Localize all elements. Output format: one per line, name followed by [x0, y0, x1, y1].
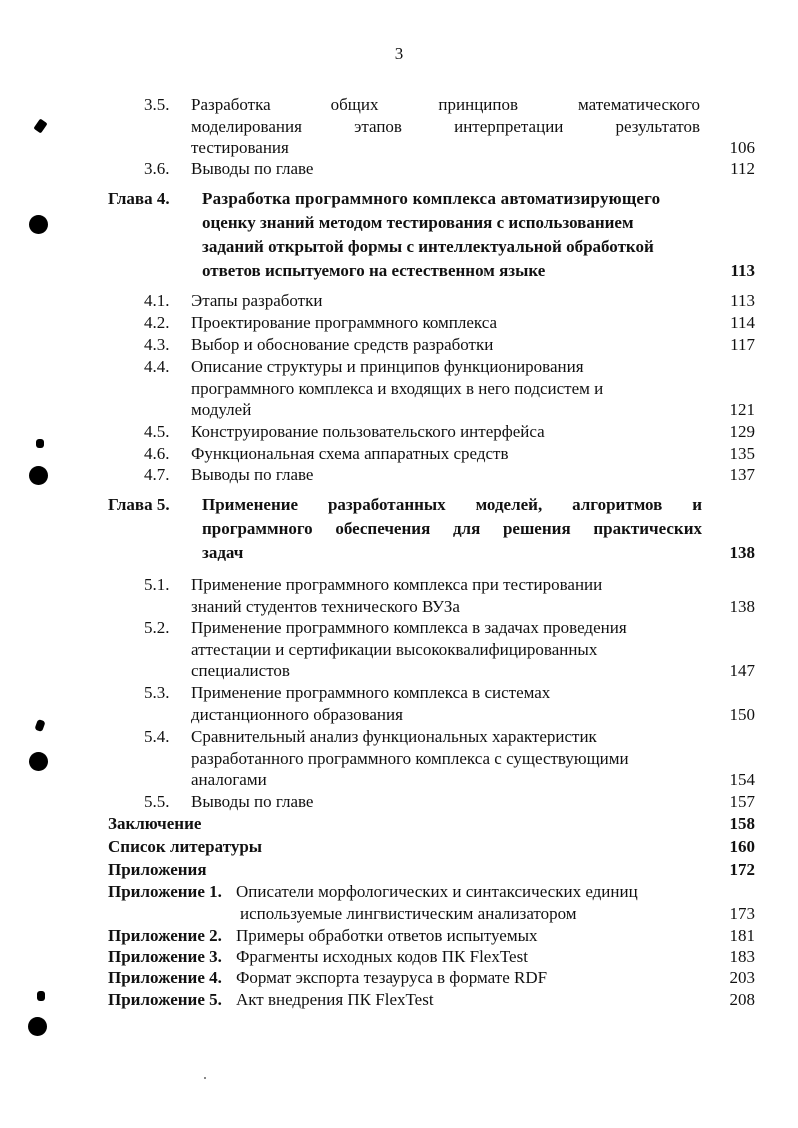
toc-entry-number: 3.6.	[144, 159, 170, 178]
toc-appendix-title: используемые лингвистическим анализатором	[240, 904, 577, 923]
toc-section-label: Заключение	[108, 814, 202, 833]
toc-page-number: 117	[730, 335, 755, 354]
toc-chapter-title: программного обеспечения для решения практических	[202, 519, 702, 538]
toc-page-number: 158	[729, 814, 755, 833]
toc-page-number: 138	[729, 597, 755, 616]
scan-speck	[37, 991, 45, 1001]
toc-page-number: 154	[729, 770, 755, 789]
toc-entry-title: Сравнительный анализ функциональных характеристик	[191, 727, 597, 746]
toc-page-number: 183	[729, 947, 755, 966]
toc-page-number: 208	[729, 990, 755, 1009]
toc-appendix-title: Формат экспорта тезауруса в формате RDF	[236, 968, 548, 987]
toc-chapter-title: задач	[202, 543, 244, 562]
toc-entry-title: Разработка общих принципов математического	[191, 95, 700, 114]
toc-entry-title: Проектирование программного комплекса	[191, 313, 498, 332]
toc-page-number: 112	[730, 159, 755, 178]
toc-chapter-label: Глава 5.	[108, 495, 170, 514]
punch-hole	[29, 466, 48, 485]
toc-chapter-label: Глава 4.	[108, 189, 170, 208]
toc-entry-title: Описание структуры и принципов функционирования	[191, 357, 584, 376]
toc-entry-title: Выводы по главе	[191, 159, 314, 178]
scan-speck	[33, 119, 47, 134]
toc-entry-number: 4.1.	[144, 291, 170, 310]
toc-page-number: 157	[729, 792, 755, 811]
scan-speck	[36, 439, 44, 448]
toc-entry-title: Выводы по главе	[191, 465, 314, 484]
toc-chapter-title: Применение разработанных моделей, алгоритмов и	[202, 495, 702, 514]
toc-appendix-title: Примеры обработки ответов испытуемых	[236, 926, 538, 945]
toc-entry-number: 3.5.	[144, 95, 170, 114]
toc-entry-title: дистанционного образования	[191, 705, 403, 724]
toc-appendix-title: Фрагменты исходных кодов ПК FlexTest	[236, 947, 528, 966]
toc-chapter-title: оценку знаний методом тестирования с использованием	[202, 213, 634, 232]
toc-entry-number: 5.3.	[144, 683, 170, 702]
toc-page-number: 203	[729, 968, 755, 987]
scan-speck	[204, 1077, 206, 1079]
scan-speck	[34, 719, 45, 732]
toc-entry-title: Выводы по главе	[191, 792, 314, 811]
toc-entry-number: 4.5.	[144, 422, 170, 441]
toc-entry-number: 5.5.	[144, 792, 170, 811]
toc-page-number: 137	[729, 465, 755, 484]
toc-entry-title: Применение программного комплекса в задачах проведения	[191, 618, 627, 637]
toc-appendix-label: Приложение 3.	[108, 947, 222, 966]
toc-entry-title: моделирования этапов интерпретации результатов	[191, 117, 700, 136]
toc-entry-title: Применение программного комплекса при тестировании	[191, 575, 603, 594]
punch-hole	[28, 1017, 47, 1036]
toc-entry-title: тестирования	[191, 138, 289, 157]
toc-entry-number: 4.2.	[144, 313, 170, 332]
toc-page-number: 181	[729, 926, 755, 945]
toc-entry-number: 4.6.	[144, 444, 170, 463]
toc-page-number: 121	[729, 400, 755, 419]
page-number: 3	[394, 44, 404, 63]
toc-page-number: 160	[729, 837, 755, 856]
toc-section-label: Приложения	[108, 860, 207, 879]
toc-entry-title: специалистов	[191, 661, 290, 680]
toc-page-number: 147	[729, 661, 755, 680]
toc-chapter-title: заданий открытой формы с интеллектуальной обработкой	[202, 237, 654, 256]
toc-entry-title: Функциональная схема аппаратных средств	[191, 444, 509, 463]
toc-page-number: 114	[730, 313, 755, 332]
toc-page-number: 172	[729, 860, 755, 879]
toc-chapter-title: ответов испытуемого на естественном языке	[202, 261, 546, 280]
toc-page-number: 113	[730, 261, 755, 280]
toc-entry-number: 5.1.	[144, 575, 170, 594]
toc-entry-title: разработанного программного комплекса с существующими	[191, 749, 629, 768]
toc-page-number: 113	[730, 291, 755, 310]
toc-appendix-title: Акт внедрения ПК FlexTest	[236, 990, 434, 1009]
toc-section-label: Список литературы	[108, 837, 263, 856]
toc-appendix-label: Приложение 1.	[108, 882, 222, 901]
toc-appendix-label: Приложение 4.	[108, 968, 222, 987]
toc-page-number: 150	[729, 705, 755, 724]
toc-entry-number: 5.4.	[144, 727, 170, 746]
toc-entry-number: 4.7.	[144, 465, 170, 484]
toc-page-number: 135	[729, 444, 755, 463]
toc-entry-title: аналогами	[191, 770, 267, 789]
toc-page-number: 129	[729, 422, 755, 441]
toc-page-number: 106	[729, 138, 755, 157]
toc-appendix-label: Приложение 5.	[108, 990, 222, 1009]
toc-entry-number: 4.4.	[144, 357, 170, 376]
punch-hole	[29, 215, 48, 234]
toc-entry-title: Конструирование пользовательского интерфейса	[191, 422, 545, 441]
toc-entry-title: аттестации и сертификации высококвалифицированных	[191, 640, 598, 659]
toc-entry-number: 4.3.	[144, 335, 170, 354]
toc-chapter-title: Разработка программного комплекса автоматизирующего	[202, 189, 661, 208]
toc-appendix-label: Приложение 2.	[108, 926, 222, 945]
toc-entry-title: Выбор и обоснование средств разработки	[191, 335, 494, 354]
toc-page-number: 173	[729, 904, 755, 923]
toc-entry-title: Применение программного комплекса в системах	[191, 683, 551, 702]
toc-entry-number: 5.2.	[144, 618, 170, 637]
toc-entry-title: модулей	[191, 400, 252, 419]
toc-entry-title: программного комплекса и входящих в него подсистем и	[191, 379, 604, 398]
toc-appendix-title: Описатели морфологических и синтаксических единиц	[236, 882, 638, 901]
toc-entry-title: знаний студентов технического ВУЗа	[191, 597, 460, 616]
punch-hole	[29, 752, 48, 771]
toc-page-number: 138	[729, 543, 755, 562]
toc-entry-title: Этапы разработки	[191, 291, 323, 310]
